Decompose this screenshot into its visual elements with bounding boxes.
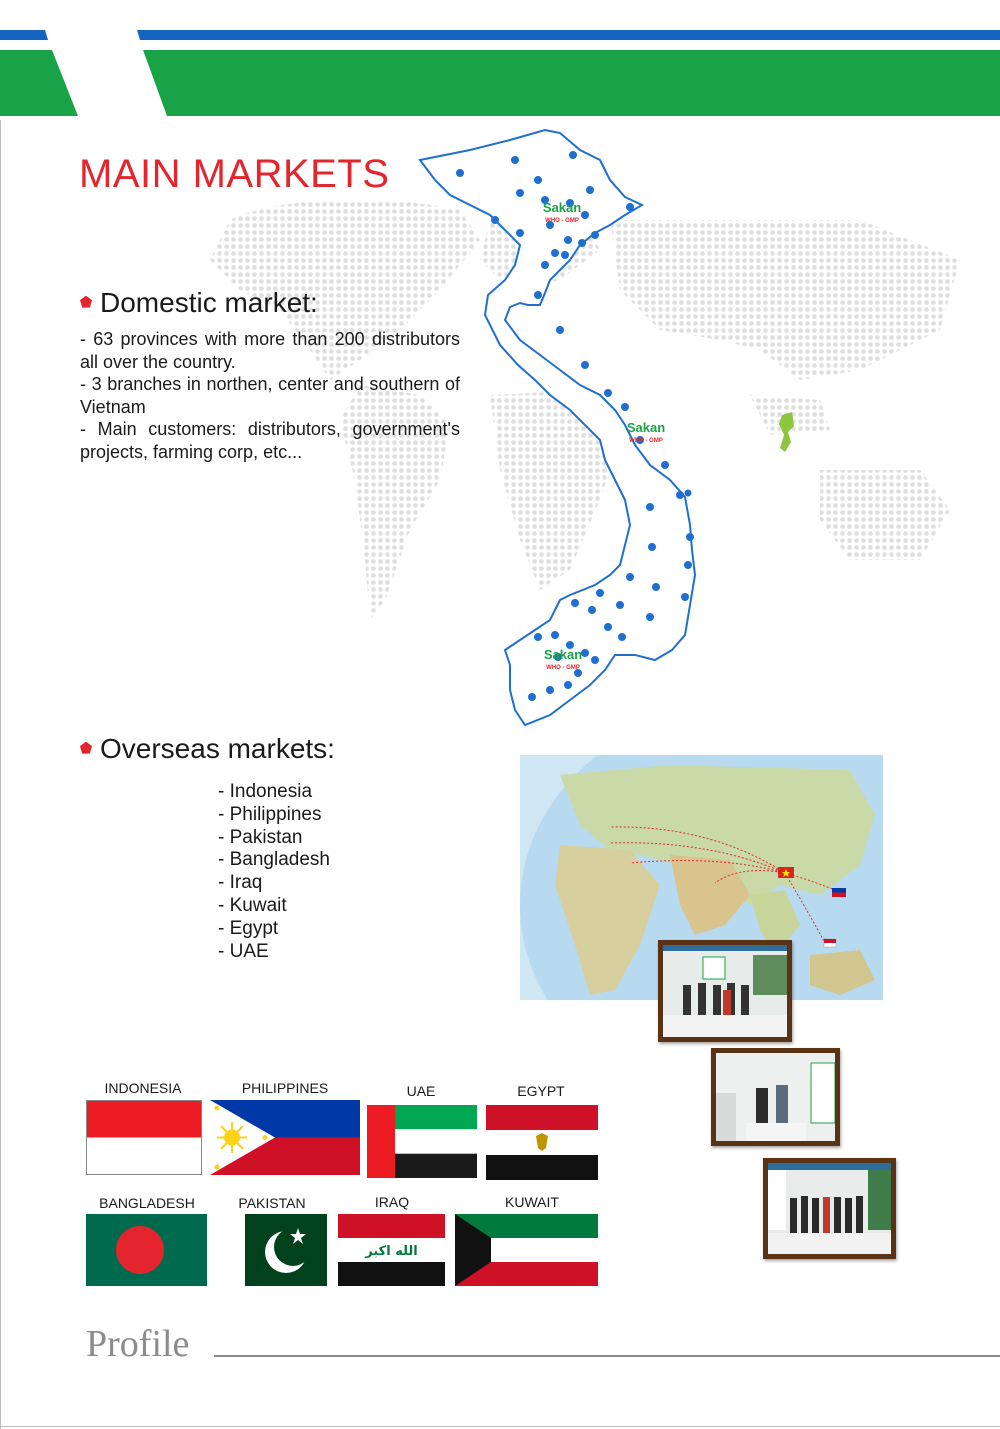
list-item: - Indonesia xyxy=(218,781,313,802)
list-item: - Iraq xyxy=(218,872,263,894)
overseas-heading xyxy=(80,733,335,765)
booth-photo-illustration xyxy=(768,1163,891,1254)
page-frame-bottom xyxy=(0,1426,1000,1427)
pakistan-flag xyxy=(218,1214,327,1286)
philippines-flag xyxy=(210,1100,360,1175)
bullet-icon xyxy=(80,296,92,308)
list-item: - UAE xyxy=(218,940,269,962)
domestic-line: - 63 provinces with more than 200 distributors all over the country. xyxy=(80,329,460,372)
flag-label-egypt: EGYPT xyxy=(517,1083,565,1099)
sakan-cert: WHO - GMP xyxy=(629,438,663,444)
flag-label-bangladesh: BANGLADESH xyxy=(99,1195,195,1211)
bangladesh-flag xyxy=(86,1214,207,1286)
flag-label-pakistan: PAKISTAN xyxy=(238,1195,306,1211)
list-item: - Pakistan xyxy=(218,826,303,848)
uae-flag xyxy=(367,1105,477,1178)
sakan-cert: WHO - GMP xyxy=(545,218,579,224)
sakan-badge-north xyxy=(538,201,586,224)
booth-photo-illustration xyxy=(663,945,787,1037)
list-item: - Kuwait xyxy=(218,894,287,916)
booth-photo-illustration xyxy=(716,1053,835,1141)
overseas-country-list xyxy=(218,781,330,963)
indonesia-flag xyxy=(86,1100,202,1175)
sakan-badge-south xyxy=(542,648,584,671)
domestic-heading xyxy=(80,287,318,319)
domestic-heading-text: Domestic market: xyxy=(100,287,318,318)
exhibition-photo-1 xyxy=(658,940,792,1042)
domestic-line: - 3 branches in northen, center and southern of Vietnam xyxy=(80,374,460,417)
exhibition-photo-2 xyxy=(711,1048,840,1146)
kuwait-flag xyxy=(455,1214,598,1286)
sakan-badge-center xyxy=(625,421,667,444)
egypt-flag xyxy=(486,1105,598,1180)
list-item: - Egypt xyxy=(218,917,279,939)
domestic-line: - Main customers: distributors, government's projects, farming corp, etc... xyxy=(80,419,460,462)
header-banner xyxy=(0,0,1000,120)
exhibition-photo-3 xyxy=(763,1158,896,1259)
sakan-cert: WHO - GMP xyxy=(546,665,580,671)
page-frame-left xyxy=(0,120,1,1429)
flag-label-uae: UAE xyxy=(406,1083,436,1099)
flag-label-iraq: IRAQ xyxy=(374,1194,410,1210)
overseas-heading-text: Overseas markets: xyxy=(100,733,335,764)
sakan-brand: Sakan xyxy=(626,420,666,435)
sakan-brand: Sakan xyxy=(543,647,583,662)
domestic-description xyxy=(80,328,460,463)
footer-rule xyxy=(214,1355,1000,1357)
flag-label-philippines: PHILIPPINES xyxy=(241,1080,329,1096)
list-item: - Bangladesh xyxy=(218,849,330,871)
iraq-flag xyxy=(338,1214,445,1286)
list-item: - Philippines xyxy=(218,803,322,825)
flag-label-indonesia: INDONESIA xyxy=(104,1080,182,1096)
bullet-icon xyxy=(80,742,92,754)
flag-label-kuwait: KUWAIT xyxy=(505,1194,559,1210)
iraq-flag-script: الله اكبر xyxy=(365,1244,418,1259)
page-title: MAIN MARKETS xyxy=(79,152,390,196)
sakan-brand: Sakan xyxy=(542,200,582,215)
footer-profile-label: Profile xyxy=(86,1323,190,1365)
